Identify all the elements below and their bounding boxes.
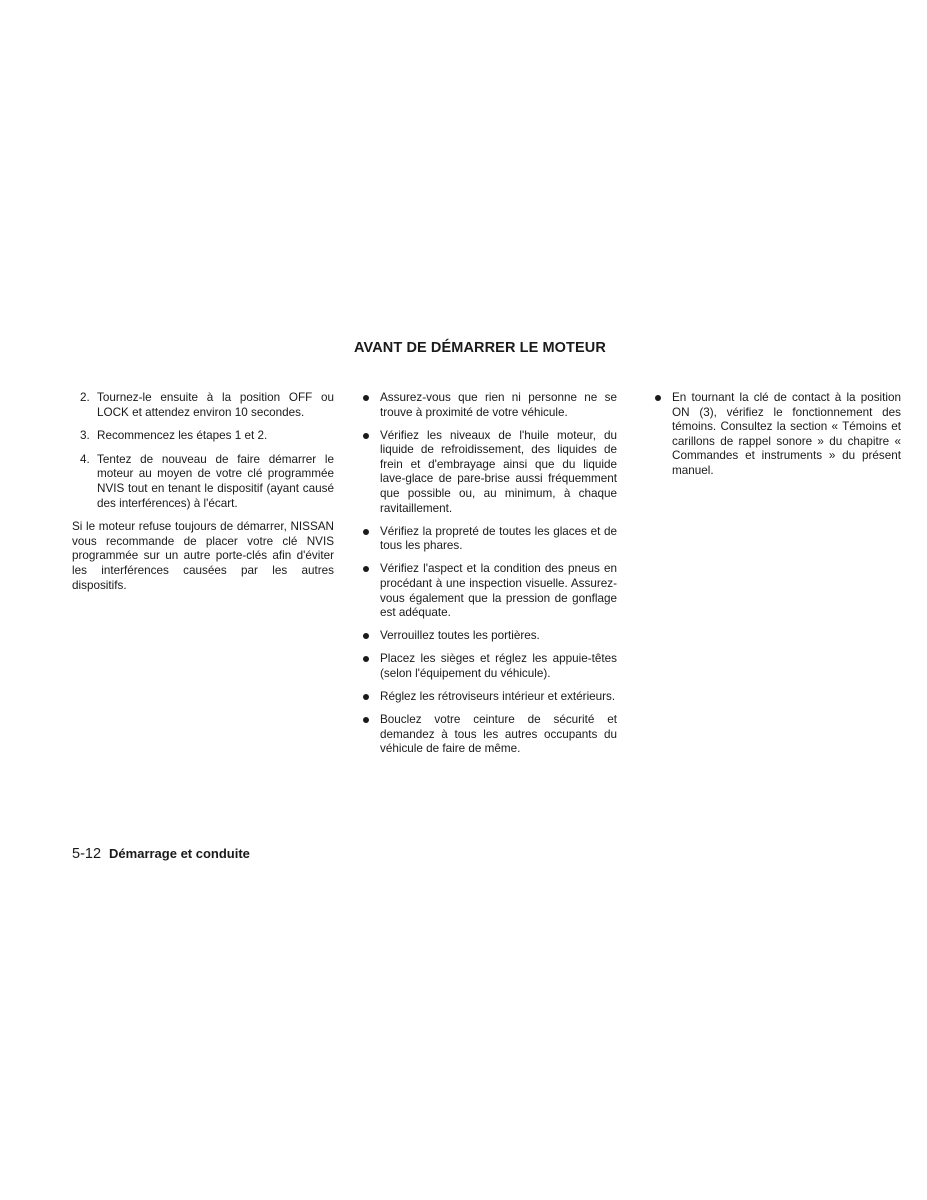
- body-paragraph: Si le moteur refuse toujours de démarrer, NISSAN vous recommande de placer votre clé NVIS programmée sur un autre porte-clés afin d'éviter les interférences causées par les autres dispositifs.: [72, 520, 334, 592]
- bullet-icon: [363, 717, 369, 723]
- section-title: AVANT DE DÉMARRER LE MOTEUR: [354, 340, 606, 356]
- checklist-item-text: Vérifiez les niveaux de l'huile moteur, du liquide de refroidissement, des liquides de frein et d'embrayage ainsi que du liquide lave-glace de pare-brise aussi fréquemment que possible ou, au minimum, à chaque ravitaillement.: [380, 428, 617, 515]
- checklist-item: [353, 652, 617, 681]
- bullet-icon: [363, 656, 369, 662]
- checklist-item-text: Vérifiez la propreté de toutes les glaces et de tous les phares.: [380, 524, 617, 553]
- checklist-item: [353, 429, 617, 517]
- checklist-item-text: Placez les sièges et réglez les appuie-têtes (selon l'équipement du véhicule).: [380, 652, 617, 680]
- middle-column: [353, 391, 617, 765]
- checklist-item: [353, 525, 617, 554]
- page-number: 5-12: [72, 846, 102, 862]
- procedure-steps: [72, 391, 334, 511]
- chapter-title: Démarrage et conduite: [109, 846, 250, 861]
- step-text: Tentez de nouveau de faire démarrer le moteur au moyen de votre clé programmée NVIS tout en tenant le dispositif (ayant causé des interférences) à l'écart.: [97, 452, 334, 510]
- page-footer: [72, 846, 250, 862]
- checklist-item-text: En tournant la clé de contact à la position ON (3), vérifiez le fonctionnement des témoins. Consultez la section « Témoins et carillons de rappel sonore » du chapitre « Commandes et instruments » du présent manuel.: [672, 391, 901, 477]
- bullet-icon: [363, 529, 369, 535]
- checklist-item-text: Verrouillez toutes les portières.: [380, 629, 540, 643]
- checklist-item-text: Vérifiez l'aspect et la condition des pneus en procédant à une inspection visuelle. Assurez-vous également que la pression de gonflage est adéquate.: [380, 562, 617, 620]
- step-number: 4.: [80, 452, 90, 466]
- checklist-item: [353, 391, 617, 420]
- bullet-icon: [655, 395, 661, 401]
- checklist: [353, 391, 617, 757]
- step-text: Recommencez les étapes 1 et 2.: [97, 429, 268, 443]
- checklist-item: [353, 629, 617, 644]
- checklist-item-text: Bouclez votre ceinture de sécurité et demandez à tous les autres occupants du véhicule de faire de même.: [380, 713, 617, 756]
- bullet-icon: [363, 694, 369, 700]
- procedure-step: [72, 453, 334, 511]
- step-text: Tournez-le ensuite à la position OFF ou LOCK et attendez environ 10 secondes.: [97, 391, 334, 419]
- right-column: [645, 391, 901, 487]
- bullet-icon: [363, 633, 369, 639]
- step-number: 3.: [80, 429, 90, 443]
- bullet-icon: [363, 433, 369, 439]
- bullet-icon: [363, 395, 369, 401]
- checklist-item-text: Réglez les rétroviseurs intérieur et extérieurs.: [380, 690, 616, 704]
- checklist-item: [645, 391, 901, 479]
- step-number: 2.: [80, 391, 90, 404]
- checklist: [645, 391, 901, 479]
- bullet-icon: [363, 566, 369, 572]
- checklist-item: [353, 562, 617, 620]
- procedure-step: [72, 429, 334, 444]
- checklist-item-text: Assurez-vous que rien ni personne ne se trouve à proximité de votre véhicule.: [380, 391, 617, 419]
- checklist-item: [353, 713, 617, 757]
- left-column: [72, 391, 334, 593]
- procedure-step: [72, 391, 334, 420]
- checklist-item: [353, 690, 617, 705]
